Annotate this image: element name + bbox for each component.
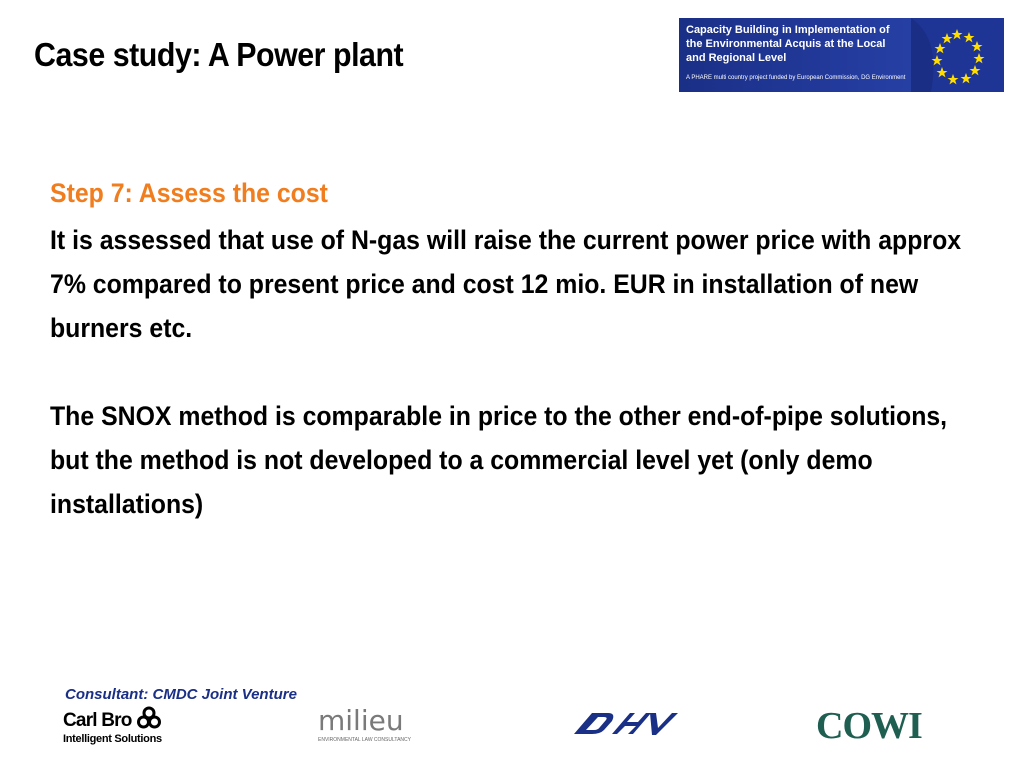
step-heading: Step 7: Assess the cost [50, 178, 328, 208]
dhv-logo [572, 708, 680, 738]
cost-paragraph: It is assessed that use of N-gas will raise the current power price with approx 7% compared to present price and cost 12 mio. EUR in installation of new burners etc. [50, 225, 962, 343]
milieu-logo [318, 706, 413, 748]
banner-note: A PHARE multi country project funded by European Commission, DG Environment [686, 75, 906, 81]
project-banner [679, 18, 1004, 92]
carl-bro-symbol-icon [137, 706, 161, 730]
milieu-tagline: ENVIRONMENTAL LAW CONSULTANCY [318, 737, 411, 743]
slide-content [50, 178, 980, 526]
cowi-logo: COWI [816, 705, 922, 747]
banner-text: Capacity Building in Implementation of the Environmental Acquis at the Local and Regional Level [686, 24, 890, 64]
carl-bro-name: Carl Bro [63, 710, 132, 731]
consultant-label: Consultant: CMDC Joint Venture [65, 686, 297, 703]
snox-paragraph: The SNOX method is comparable in price to the other end-of-pipe solutions, but the method is not developed to a commercial level yet (only demo installations) [50, 401, 948, 519]
slide-title: Case study: A Power plant [34, 36, 404, 73]
eu-flag-icon [911, 18, 1004, 92]
carl-bro-tagline: Intelligent Solutions [63, 733, 162, 745]
milieu-name: milieu [318, 704, 404, 737]
carl-bro-logo [63, 706, 163, 750]
